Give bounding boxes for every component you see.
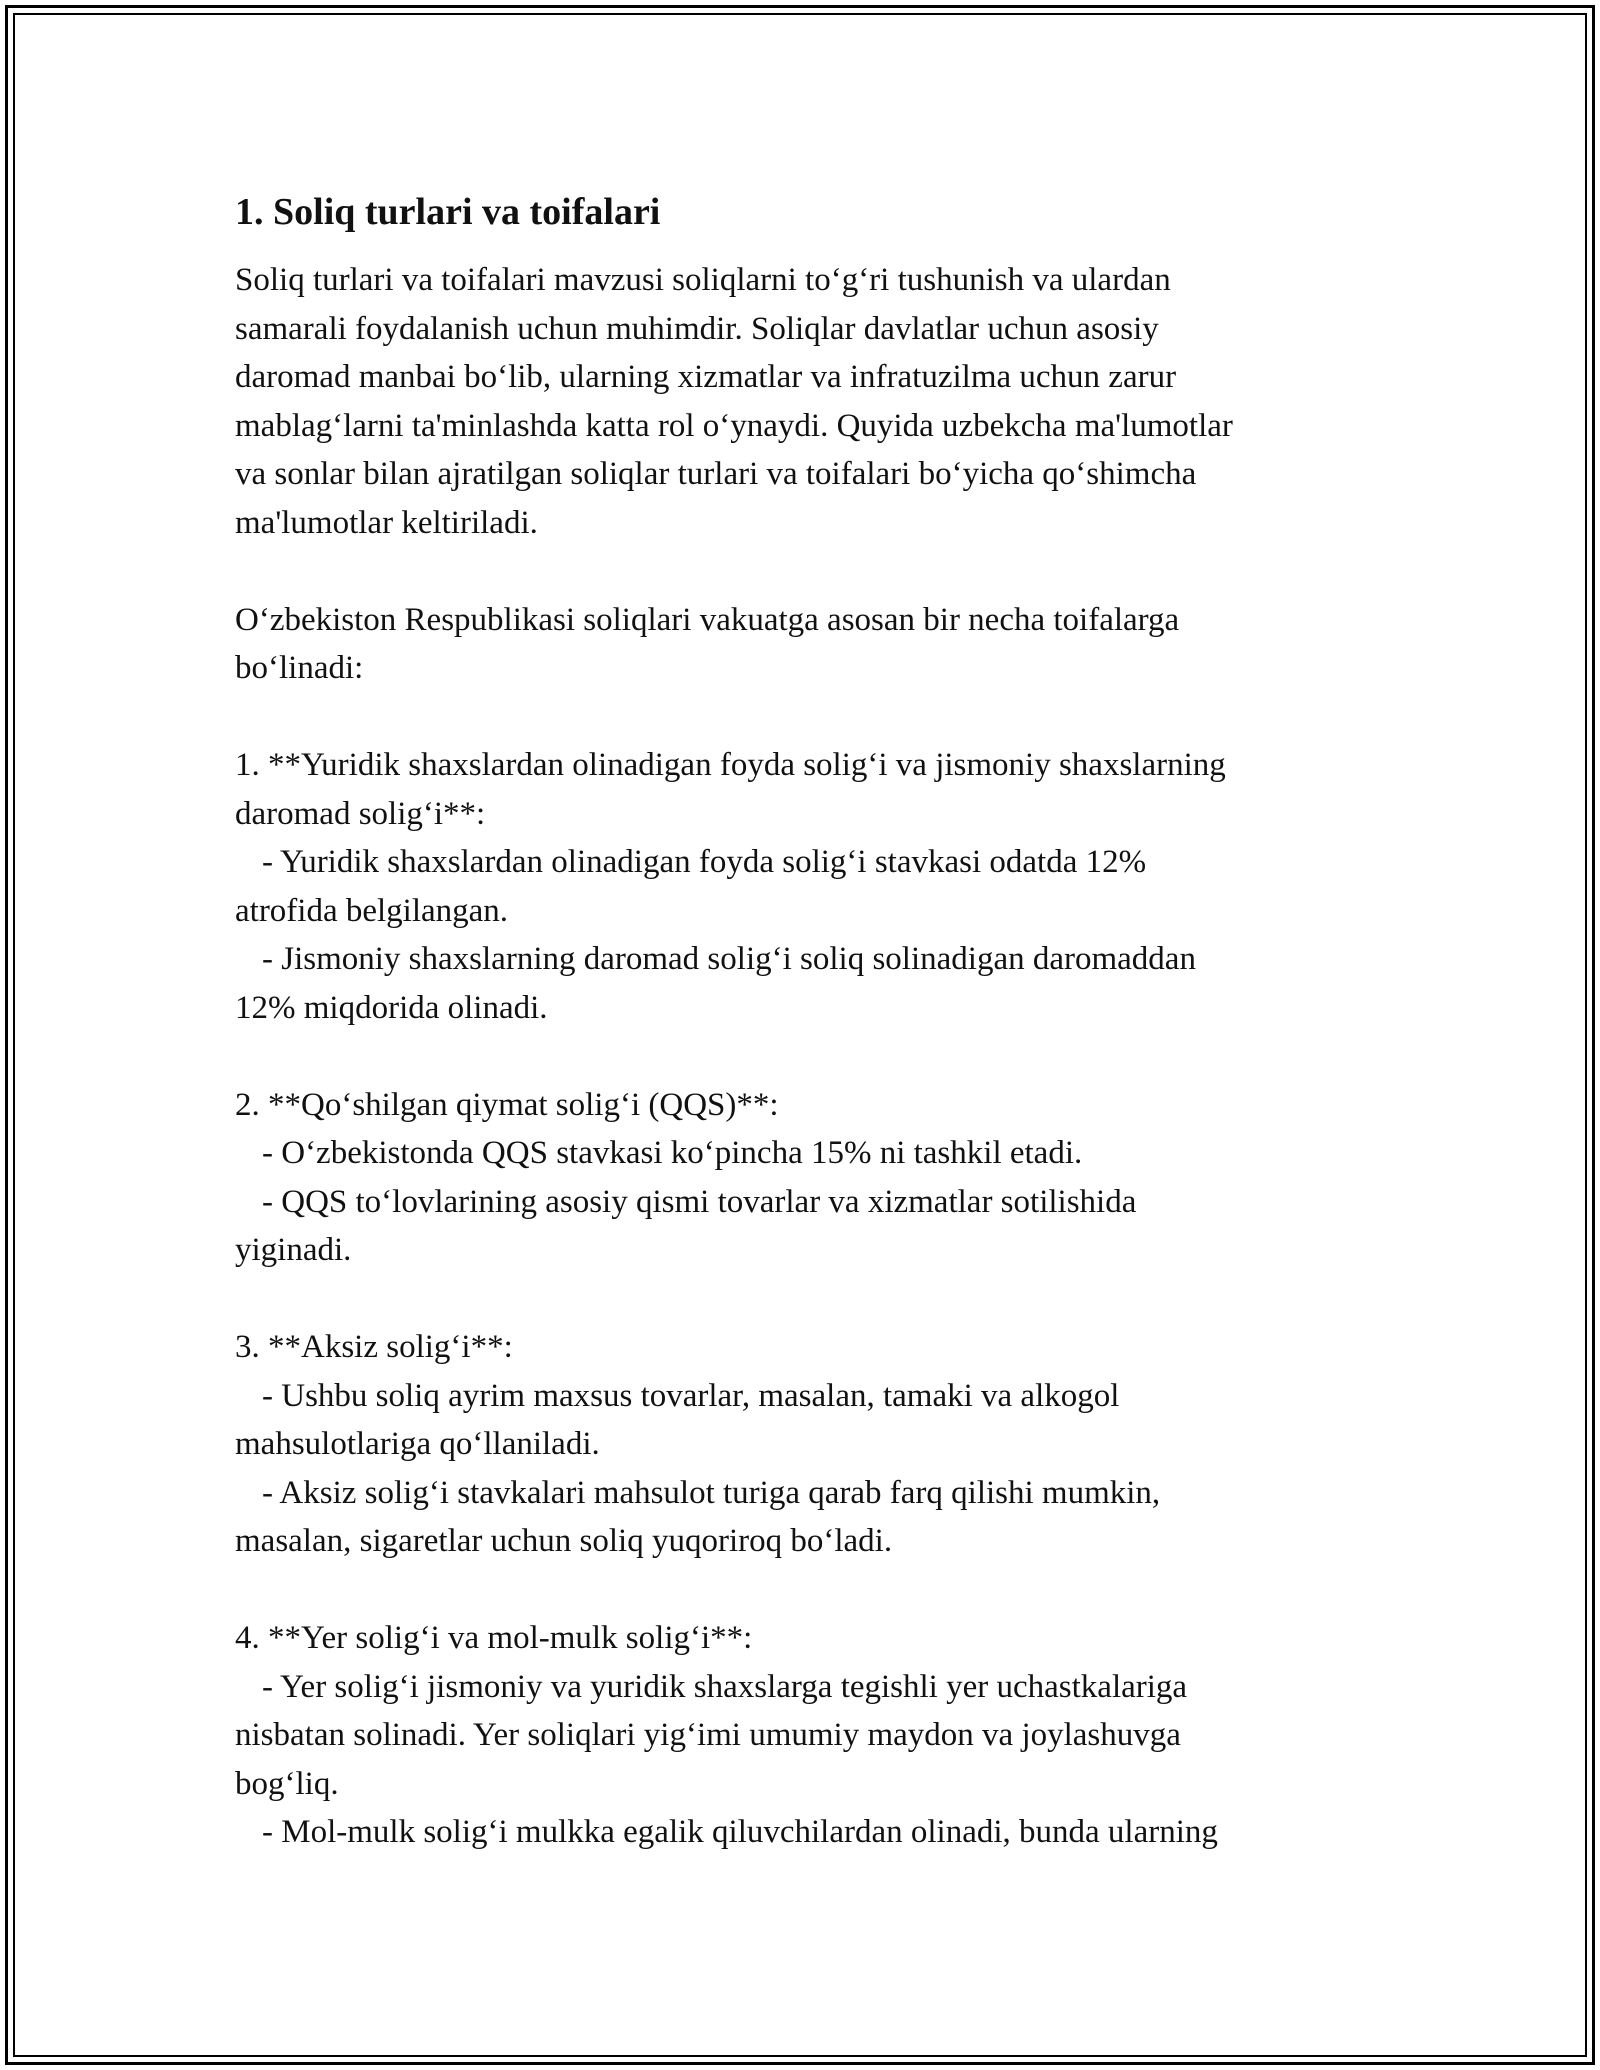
section-line: 3. **Aksiz solig‘i**:	[235, 1329, 513, 1365]
document-body	[235, 188, 1375, 1905]
lead-line: bo‘linadi:	[235, 650, 364, 686]
section-line: mahsulotlariga qo‘llaniladi.	[235, 1426, 600, 1462]
bullet-line: - Mol-mulk solig‘i mulkka egalik qiluvchilardan olinadi, bunda ularning	[262, 1814, 1218, 1850]
section-line: yiginadi.	[235, 1232, 352, 1268]
intro-line: ma'lumotlar keltiriladi.	[235, 504, 538, 541]
section-line: 4. **Yer solig‘i va mol-mulk solig‘i**:	[235, 1620, 753, 1656]
bullet-line: - Aksiz solig‘i stavkalari mahsulot turiga qarab farq qilishi mumkin,	[262, 1474, 1161, 1511]
bullet-line: - Yer solig‘i jismoniy va yuridik shaxslarga tegishli yer uchastkalariga	[262, 1668, 1188, 1705]
section-line: 2. **Qo‘shilgan qiymat solig‘i (QQS)**:	[235, 1086, 779, 1123]
bullet-line: - O‘zbekistonda QQS stavkasi ko‘pincha 15% ni tashkil etadi.	[262, 1135, 1083, 1171]
intro-line: daromad manbai bo‘lib, ularning xizmatlar va infratuzilma uchun zarur	[235, 359, 1177, 395]
intro-line: Soliq turlari va toifalari mavzusi soliqlarni to‘g‘ri tushunish va ulardan	[235, 262, 1171, 298]
lead-line: O‘zbekiston Respublikasi soliqlari vakuatga asosan bir necha toifalarga	[235, 601, 1180, 638]
section-line: nisbatan solinadi. Yer soliqlari yig‘imi umumiy maydon va joylashuvga	[235, 1717, 1181, 1753]
intro-paragraph	[235, 256, 1375, 547]
tax-category-list	[235, 741, 1375, 1857]
intro-line: mablag‘larni ta'minlashda katta rol o‘ynaydi. Quyida uzbekcha ma'lumotlar	[235, 407, 1233, 444]
section-line: masalan, sigaretlar uchun soliq yuqoriroq bo‘ladi.	[235, 1523, 893, 1559]
lead-paragraph	[235, 596, 1375, 693]
intro-line: va sonlar bilan ajratilgan soliqlar turlari va toifalari bo‘yicha qo‘shimcha	[235, 456, 1197, 492]
tax-category-section	[235, 1081, 1375, 1275]
intro-line: samarali foydalanish uchun muhimdir. Soliqlar davlatlar uchun asosiy	[235, 310, 1159, 347]
bullet-line: - QQS to‘lovlarining asosiy qismi tovarlar va xizmatlar sotilishida	[262, 1183, 1137, 1220]
section-line: 12% miqdorida olinadi.	[235, 989, 548, 1026]
section-line: 1. **Yuridik shaxslardan olinadigan foyda solig‘i va jismoniy shaxslarning	[235, 747, 1226, 783]
tax-category-section	[235, 1614, 1375, 1857]
bullet-line: - Ushbu soliq ayrim maxsus tovarlar, masalan, tamaki va alkogol	[262, 1377, 1120, 1414]
bullet-line: - Jismoniy shaxslarning daromad solig‘i soliq solinadigan daromaddan	[262, 941, 1196, 977]
bullet-line: - Yuridik shaxslardan olinadigan foyda solig‘i stavkasi odatda 12%	[262, 844, 1147, 880]
tax-category-section	[235, 741, 1375, 1032]
section-line: bog‘liq.	[235, 1765, 339, 1802]
tax-category-section	[235, 1323, 1375, 1566]
section-line: daromad solig‘i**:	[235, 795, 486, 832]
section-line: atrofida belgilangan.	[235, 892, 509, 929]
section-heading: 1. Soliq turlari va toifalari	[235, 191, 661, 233]
